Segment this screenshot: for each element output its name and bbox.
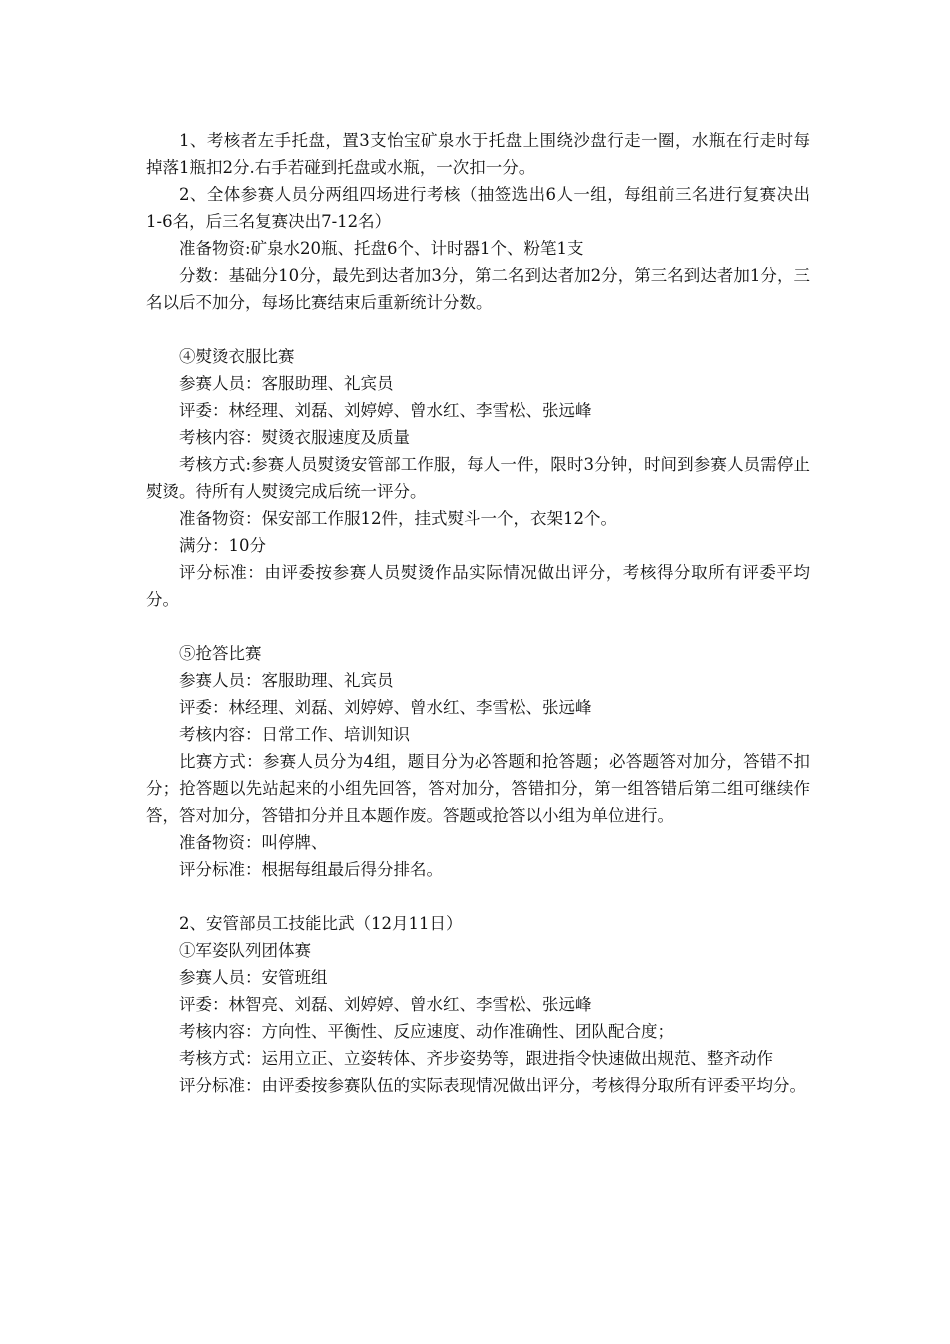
scoring-standard-paragraph: 评分标准：由评委按参赛人员熨烫作品实际情况做出评分，考核得分取所有评委平均分。 (146, 563, 810, 609)
method-paragraph: 比赛方式：参赛人员分为4组，题目分为必答题和抢答题；必答题答对加分，答错不扣分；抢答题以先站起来的小组先回答，答对加分，答错扣分，第一组答错后第二组可继续作答，答对加分，答错扣分并且本题作废。答题或抢答以小组为单位进行。 (146, 752, 810, 825)
materials-paragraph: 准备物资：叫停牌、 (179, 833, 328, 852)
judges-paragraph: 评委：林经理、刘磊、刘婷婷、曾水红、李雪松、张远峰 (179, 401, 592, 420)
section-heading-security-skills: 2、安管部员工技能比武（12月11日） (179, 914, 463, 933)
rule-paragraph: 2、全体参赛人员分两组四场进行考核（抽签选出6人一组，每组前三名进行复赛决出1-6名，后三名复赛决出7-12名） (146, 185, 810, 231)
content-paragraph: 考核内容：方向性、平衡性、反应速度、动作准确性、团队配合度； (179, 1022, 674, 1041)
content-paragraph: 考核内容：日常工作、培训知识 (179, 725, 410, 744)
method-paragraph: 考核方式：运用立正、立姿转体、齐步姿势等，跟进指令快速做出规范、整齐动作 (179, 1049, 773, 1068)
section-gap (146, 883, 810, 910)
section-heading-quiz: ⑤抢答比赛 (179, 644, 262, 663)
judges-paragraph: 评委：林经理、刘磊、刘婷婷、曾水红、李雪松、张远峰 (179, 698, 592, 717)
method-paragraph: 考核方式:参赛人员熨烫安管部工作服，每人一件，限时3分钟，时间到参赛人员需停止熨烫。待所有人熨烫完成后统一评分。 (146, 455, 810, 501)
subsection-heading-drill: ①军姿队列团体赛 (179, 941, 311, 960)
scoring-standard-paragraph: 评分标准：由评委按参赛队伍的实际表现情况做出评分，考核得分取所有评委平均分。 (179, 1076, 806, 1095)
section-heading-ironing: ④熨烫衣服比赛 (179, 347, 295, 366)
participants-paragraph: 参赛人员：客服助理、礼宾员 (179, 671, 394, 690)
scoring-standard-paragraph: 评分标准：根据每组最后得分排名。 (179, 860, 443, 879)
materials-paragraph: 准备物资:矿泉水20瓶、托盘6个、计时器1个、粉笔1支 (179, 239, 584, 258)
participants-paragraph: 参赛人员：客服助理、礼宾员 (179, 374, 394, 393)
judges-paragraph: 评委：林智亮、刘磊、刘婷婷、曾水红、李雪松、张远峰 (179, 995, 592, 1014)
content-paragraph: 考核内容：熨烫衣服速度及质量 (179, 428, 410, 447)
participants-paragraph: 参赛人员：安管班组 (179, 968, 328, 987)
section-gap (146, 613, 810, 640)
section-gap (146, 316, 810, 343)
rule-paragraph: 1、考核者左手托盘，置3支怡宝矿泉水于托盘上围绕沙盘行走一圈，水瓶在行走时每掉落1瓶扣2分.右手若碰到托盘或水瓶，一次扣一分。 (146, 131, 810, 177)
full-score-paragraph: 满分：10分 (179, 536, 266, 555)
scoring-paragraph: 分数：基础分10分，最先到达者加3分，第二名到达者加2分，第三名到达者加1分，三名以后不加分，每场比赛结束后重新统计分数。 (146, 266, 810, 312)
materials-paragraph: 准备物资：保安部工作服12件，挂式熨斗一个，衣架12个。 (179, 509, 617, 528)
